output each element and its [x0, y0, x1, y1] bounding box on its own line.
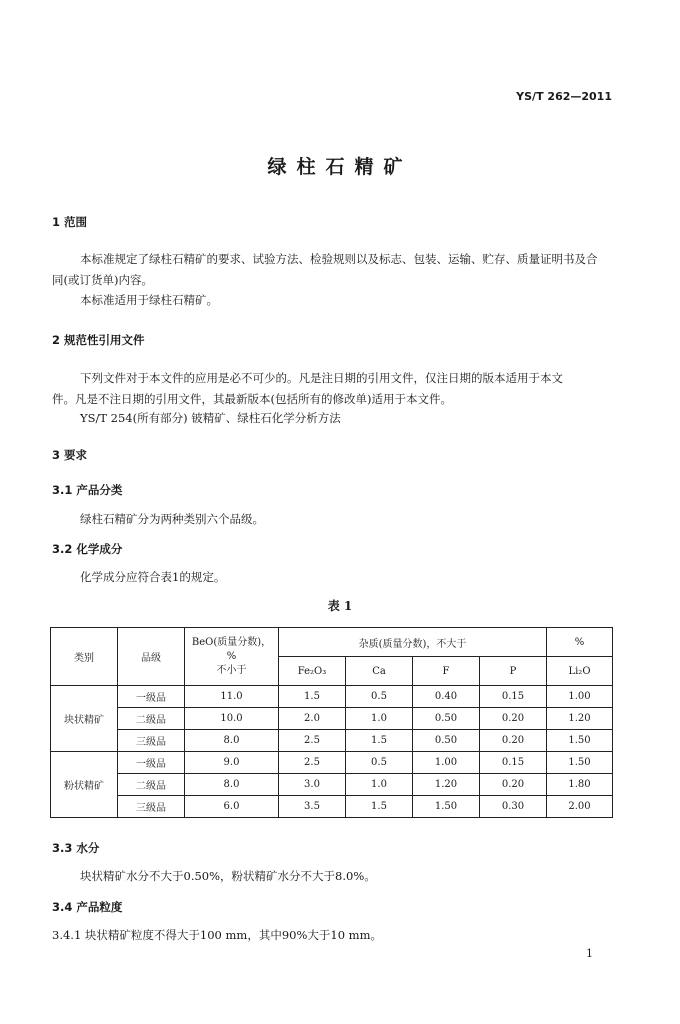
value-cell: 1.50 [547, 730, 613, 752]
normative-reference: YS/T 254(所有部分) 铍精矿、绿柱石化学分析方法 [80, 411, 341, 425]
section-3-4-heading: 3.4 产品粒度 [52, 900, 123, 914]
table-row [51, 796, 613, 818]
beo-cell: 8.0 [185, 774, 279, 796]
beo-cell: 11.0 [185, 686, 279, 708]
grade-cell: 一级品 [118, 752, 185, 774]
header-grade: 品级 [118, 628, 185, 686]
value-cell: 3.5 [279, 796, 346, 818]
value-cell: 1.5 [346, 796, 413, 818]
value-cell: 1.20 [413, 774, 480, 796]
value-cell: 2.5 [279, 730, 346, 752]
value-cell: 0.20 [480, 730, 547, 752]
value-cell: 1.80 [547, 774, 613, 796]
value-cell: 1.20 [547, 708, 613, 730]
section-3-1-text: 绿柱石精矿分为两种类别六个品级。 [80, 512, 264, 526]
grade-cell: 一级品 [118, 686, 185, 708]
category-cell: 粉状精矿 [51, 752, 118, 818]
value-cell: 0.15 [480, 686, 547, 708]
section-1-heading: 1 范围 [52, 215, 88, 229]
value-cell: 0.20 [480, 708, 547, 730]
value-cell: 1.50 [413, 796, 480, 818]
value-cell: 0.50 [413, 730, 480, 752]
header-beo-line-1: BeO(质量分数)， [191, 636, 272, 648]
table-row [51, 708, 613, 730]
value-cell: 0.50 [413, 708, 480, 730]
table-row [51, 752, 613, 774]
value-cell: 1.5 [279, 686, 346, 708]
section-1-para-2: 本标准适用于绿柱石精矿。 [80, 293, 218, 307]
table-row [51, 774, 613, 796]
section-2-heading: 2 规范性引用文件 [52, 333, 145, 347]
section-3-2-heading: 3.2 化学成分 [52, 542, 123, 556]
section-3-3-text: 块状精矿水分不大于0.50%，粉状精矿水分不大于8.0%。 [80, 869, 376, 883]
value-cell: 0.40 [413, 686, 480, 708]
section-3-4-1-text: 3.4.1 块状精矿粒度不得大于100 mm，其中90%大于10 mm。 [52, 928, 382, 942]
table-caption: 表 1 [327, 599, 353, 613]
value-cell: 1.00 [547, 686, 613, 708]
value-cell: 0.5 [346, 752, 413, 774]
value-cell: 1.00 [413, 752, 480, 774]
header-f: F [413, 657, 480, 686]
header-category: 类别 [51, 628, 118, 686]
value-cell: 2.00 [547, 796, 613, 818]
value-cell: 1.0 [346, 774, 413, 796]
section-2-para-line-2: 件。凡是不注日期的引用文件，其最新版本(包括所有的修改单)适用于本文件。 [52, 392, 452, 406]
header-impurity: 杂质(质量分数)，不大于 [279, 628, 547, 657]
value-cell: 0.30 [480, 796, 547, 818]
header-fe2o3: Fe₂O₃ [279, 657, 346, 686]
header-beo-line-2: % [226, 650, 237, 662]
beo-cell: 8.0 [185, 730, 279, 752]
value-cell: 1.0 [346, 708, 413, 730]
header-ca: Ca [346, 657, 413, 686]
section-1-para-1-line-2: 同(或订货单)内容。 [52, 273, 153, 287]
grade-cell: 二级品 [118, 708, 185, 730]
chemical-composition-table [50, 627, 613, 818]
value-cell: 2.0 [279, 708, 346, 730]
beo-cell: 9.0 [185, 752, 279, 774]
section-2-para-line-1: 下列文件对于本文件的应用是必不可少的。凡是注日期的引用文件，仅注日期的版本适用于本文 [80, 371, 563, 385]
header-li2o: Li₂O [547, 657, 613, 686]
grade-cell: 三级品 [118, 796, 185, 818]
section-1-para-1-line-1: 本标准规定了绿柱石精矿的要求、试验方法、检验规则以及标志、包装、运输、贮存、质量证明书及合 [80, 252, 598, 266]
value-cell: 3.0 [279, 774, 346, 796]
value-cell: 0.20 [480, 774, 547, 796]
standard-number: YS/T 262—2011 [516, 90, 612, 103]
header-p: P [480, 657, 547, 686]
category-cell: 块状精矿 [51, 686, 118, 752]
table-row [51, 730, 613, 752]
beo-cell: 6.0 [185, 796, 279, 818]
beo-cell: 10.0 [185, 708, 279, 730]
value-cell: 0.15 [480, 752, 547, 774]
value-cell: 2.5 [279, 752, 346, 774]
header-beo [185, 628, 279, 686]
header-beo-line-3: 不小于 [216, 664, 247, 676]
section-3-2-text: 化学成分应符合表1的规定。 [80, 570, 226, 584]
table-row [51, 686, 613, 708]
section-3-heading: 3 要求 [52, 448, 88, 462]
section-3-1-heading: 3.1 产品分类 [52, 483, 123, 497]
grade-cell: 三级品 [118, 730, 185, 752]
value-cell: 0.5 [346, 686, 413, 708]
value-cell: 1.5 [346, 730, 413, 752]
header-unit: % [547, 628, 613, 657]
section-3-3-heading: 3.3 水分 [52, 841, 100, 855]
page-number: 1 [586, 947, 593, 960]
document-title: 绿柱石精矿 [267, 156, 413, 178]
value-cell: 1.50 [547, 752, 613, 774]
grade-cell: 二级品 [118, 774, 185, 796]
